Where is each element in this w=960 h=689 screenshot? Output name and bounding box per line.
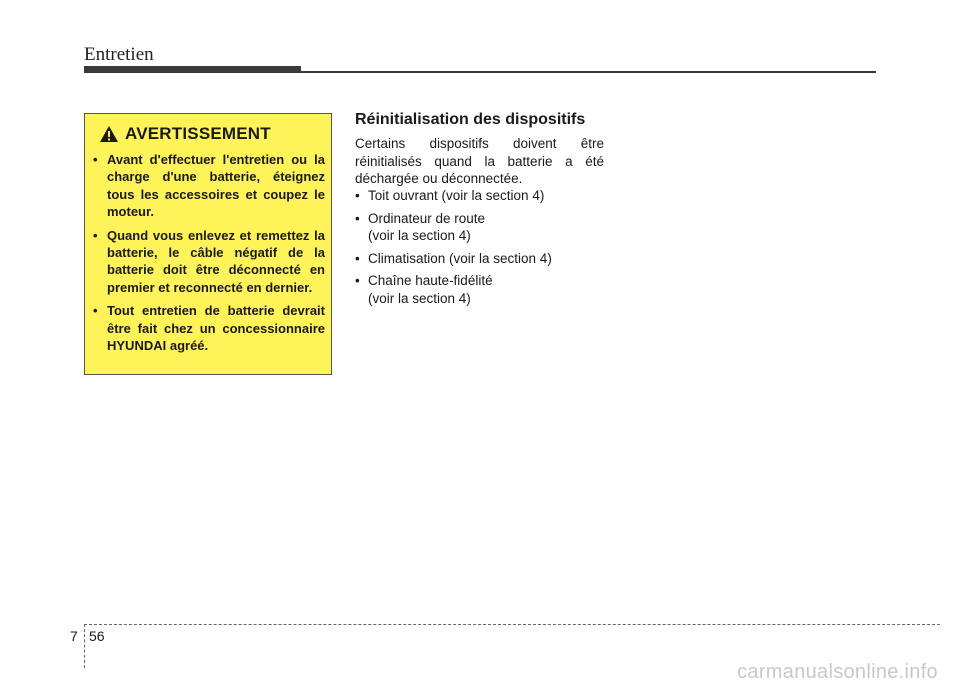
warning-list	[93, 151, 325, 360]
section-title: Réinitialisation des dispositifs	[355, 111, 586, 128]
warning-item: • Avant d'effectuer l'entretien ou la charge d'une batterie, éteignez tous les accessoires et coupez le moteur.	[93, 151, 325, 221]
feature-item	[355, 210, 610, 245]
feature-item-note: (voir la section 4)	[368, 290, 471, 306]
feature-item-label: Chaîne haute-fidélité	[368, 273, 493, 288]
feature-item-label: Climatisation (voir la section 4)	[368, 250, 552, 266]
feature-item-label: Toit ouvrant (voir la section 4)	[368, 188, 545, 203]
feature-item-label: Ordinateur de route	[368, 210, 486, 226]
warning-item: • Tout entretien de batterie devrait être fait chez un concessionnaire HYUNDAI agréé.	[93, 302, 325, 354]
feature-item	[355, 187, 610, 205]
header-rule-thin	[84, 71, 876, 73]
feature-list	[355, 187, 610, 312]
footer-divider	[84, 624, 940, 625]
watermark: carmanualsonline.info	[737, 661, 938, 683]
warning-title-row	[99, 122, 329, 146]
feature-item	[355, 272, 610, 307]
section-intro: Certains dispositifs doivent être réinitialisés quand la batterie a été déchargée ou déconnectée.	[355, 136, 604, 186]
feature-item	[355, 250, 610, 268]
warning-triangle-icon	[99, 125, 119, 143]
chapter-number: 7	[70, 628, 78, 644]
warning-box	[84, 113, 332, 375]
page-number: 56	[89, 628, 105, 644]
warning-item: • Quand vous enlevez et remettez la batterie, le câble négatif de la batterie doit être déconnecté en premier et reconnecté en dernier.	[93, 227, 325, 297]
page-header-title: Entretien	[84, 44, 154, 65]
feature-item-note: (voir la section 4)	[368, 228, 471, 243]
footer-page-separator	[84, 624, 85, 668]
warning-title: AVERTISSEMENT	[125, 124, 271, 143]
